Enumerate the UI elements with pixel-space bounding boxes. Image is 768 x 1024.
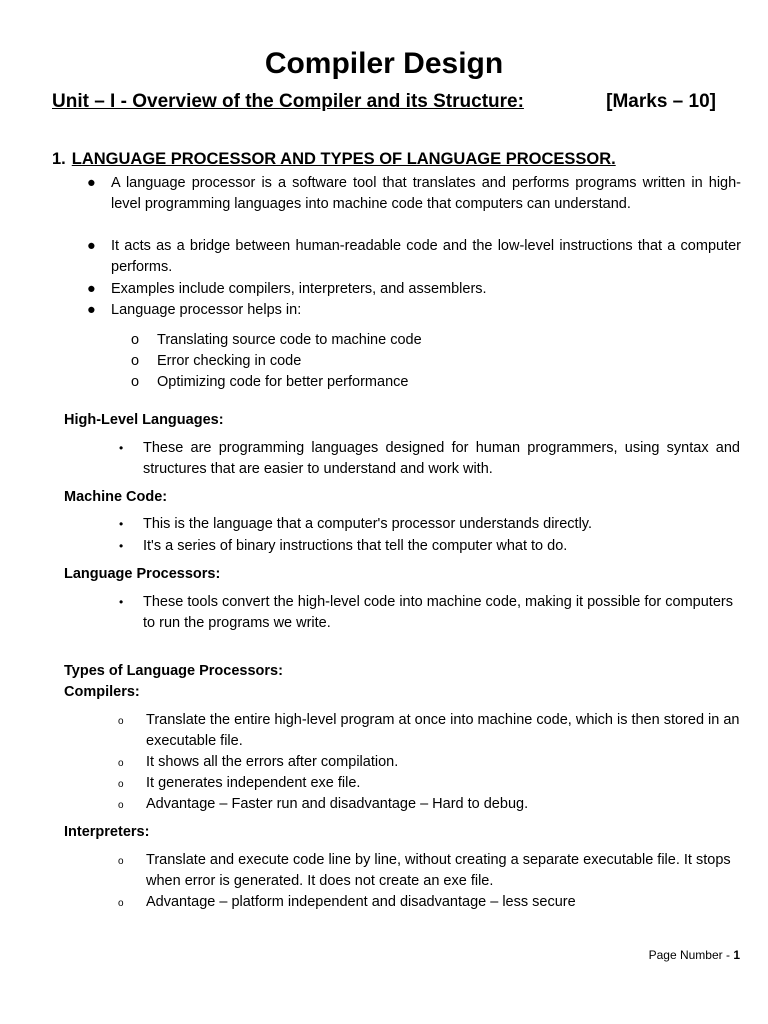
bullet-icon: •: [119, 595, 124, 609]
list-item: ● A language processor is a software tool that translates and performs programs written in high-level programming languages into machine code that computers can understand.: [87, 175, 741, 212]
list-item: o Translate and execute code line by line, without creating a separate executable file. It stops when error is generated. It does not create an exe file.: [118, 852, 731, 889]
list-item: • This is the language that a computer's processor understands directly.: [143, 514, 740, 535]
types-heading: Types of Language Processors:: [64, 663, 283, 679]
bullet-icon: •: [119, 539, 124, 553]
bullet-icon: •: [119, 517, 124, 531]
interpreters-heading: Interpreters:: [64, 824, 150, 840]
circle-bullet-icon: o: [118, 779, 124, 790]
list-item: o Translating source code to machine code: [157, 330, 737, 351]
list-item: ● Language processor helps in:: [111, 300, 741, 321]
list-item: o It shows all the errors after compilation.: [146, 752, 744, 773]
bullet-icon: ●: [87, 238, 96, 254]
language-processors-heading: Language Processors:: [64, 566, 221, 582]
list-item: o Advantage – platform independent and disadvantage – less secure: [146, 892, 744, 913]
page-number-value: 1: [733, 948, 740, 962]
page-number-label: Page Number -: [648, 948, 734, 962]
bullet-icon: •: [119, 441, 124, 455]
list-item: o Error checking in code: [157, 351, 737, 372]
circle-bullet-icon: o: [131, 374, 140, 390]
circle-bullet-icon: o: [118, 716, 124, 727]
circle-bullet-icon: o: [118, 800, 124, 811]
list-item: ● Examples include compilers, interpreters, and assemblers.: [111, 279, 741, 300]
circle-bullet-icon: o: [118, 856, 124, 867]
circle-bullet-icon: o: [131, 332, 140, 348]
circle-bullet-icon: o: [118, 758, 124, 769]
bullet-icon: ●: [87, 302, 96, 318]
marks-label: [Marks – 10]: [606, 91, 716, 112]
document-title: Compiler Design: [264, 47, 504, 80]
page-number: [649, 945, 740, 965]
list-item: • It's a series of binary instructions that tell the computer what to do.: [143, 536, 740, 557]
machine-code-heading: Machine Code:: [64, 489, 168, 505]
unit-heading: [52, 89, 716, 115]
circle-bullet-icon: o: [131, 353, 140, 369]
circle-bullet-icon: o: [118, 898, 124, 909]
list-item: • These tools convert the high-level code into machine code, making it possible for computers to run the programs we write.: [119, 594, 733, 631]
list-item: ● It acts as a bridge between human-readable code and the low-level instructions that a computer performs.: [87, 238, 741, 275]
compilers-heading: Compilers:: [64, 684, 140, 700]
section-heading: [52, 148, 616, 170]
list-item: o It generates independent exe file.: [146, 773, 744, 794]
section-heading-text: LANGUAGE PROCESSOR AND TYPES OF LANGUAGE PROCESSOR.: [71, 150, 616, 168]
list-item: o Optimizing code for better performance: [157, 372, 737, 393]
list-item: o Translate the entire high-level program at once into machine code, which is then stored in an executable file.: [118, 712, 740, 749]
list-item: • These are programming languages designed for human programmers, using syntax and structures that are easier to understand and work with.: [119, 440, 740, 477]
bullet-icon: ●: [87, 175, 96, 191]
section-number: 1.: [52, 150, 66, 168]
high-level-heading: High-Level Languages:: [64, 412, 224, 428]
list-item: o Advantage – Faster run and disadvantage – Hard to debug.: [146, 794, 744, 815]
unit-heading-text: Unit – I - Overview of the Compiler and its Structure:: [52, 91, 524, 112]
bullet-icon: ●: [87, 281, 96, 297]
